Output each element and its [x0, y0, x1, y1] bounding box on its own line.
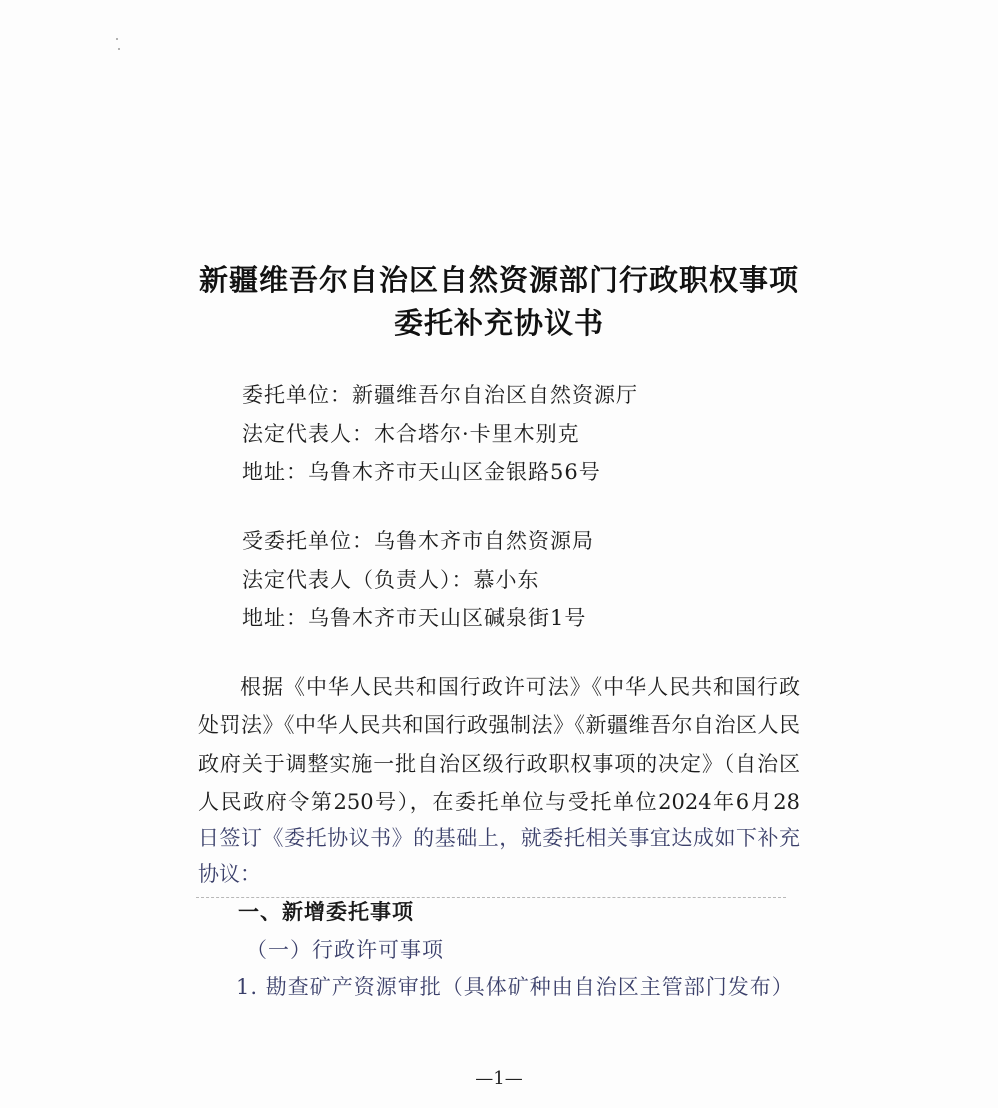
entrusting-unit: 委托单位：新疆维吾尔自治区自然资源厅: [242, 383, 638, 407]
preamble-line: 处罚法》《中华人民共和国行政强制法》《新疆维吾尔自治区人民: [198, 713, 800, 737]
preamble-line: 协议：: [198, 862, 261, 886]
entrusting-representative: 法定代表人：木合塔尔·卡里木别克: [242, 422, 580, 446]
document-title-line-2: 委托补充协议书: [393, 306, 604, 340]
scan-speck: [116, 38, 118, 40]
preamble-line: 日签订《委托协议书》的基础上，就委托相关事宜达成如下补充: [198, 826, 800, 850]
preamble-line: 人民政府令第250号），在委托单位与受托单位2024年6月28: [198, 790, 800, 814]
preamble-line: 政府关于调整实施一批自治区级行政职权事项的决定》（自治区: [198, 752, 800, 776]
page-number: —1—: [475, 1068, 523, 1089]
scan-speck: [118, 48, 120, 50]
preamble-line: 根据《中华人民共和国行政许可法》《中华人民共和国行政: [240, 675, 800, 699]
entrusted-representative: 法定代表人（负责人）：慕小东: [242, 568, 540, 592]
list-item: 1. 勘查矿产资源审批（具体矿种由自治区主管部门发布）: [236, 975, 794, 999]
entrusted-address: 地址：乌鲁木齐市天山区碱泉街1号: [242, 606, 587, 630]
entrusting-address: 地址：乌鲁木齐市天山区金银路56号: [242, 460, 601, 484]
document-title-line-1: 新疆维吾尔自治区自然资源部门行政职权事项: [198, 263, 799, 297]
entrusted-unit: 受委托单位：乌鲁木齐市自然资源局: [242, 529, 594, 553]
section-heading: 一、新增委托事项: [238, 899, 414, 924]
subsection-heading: （一）行政许可事项: [246, 938, 444, 962]
